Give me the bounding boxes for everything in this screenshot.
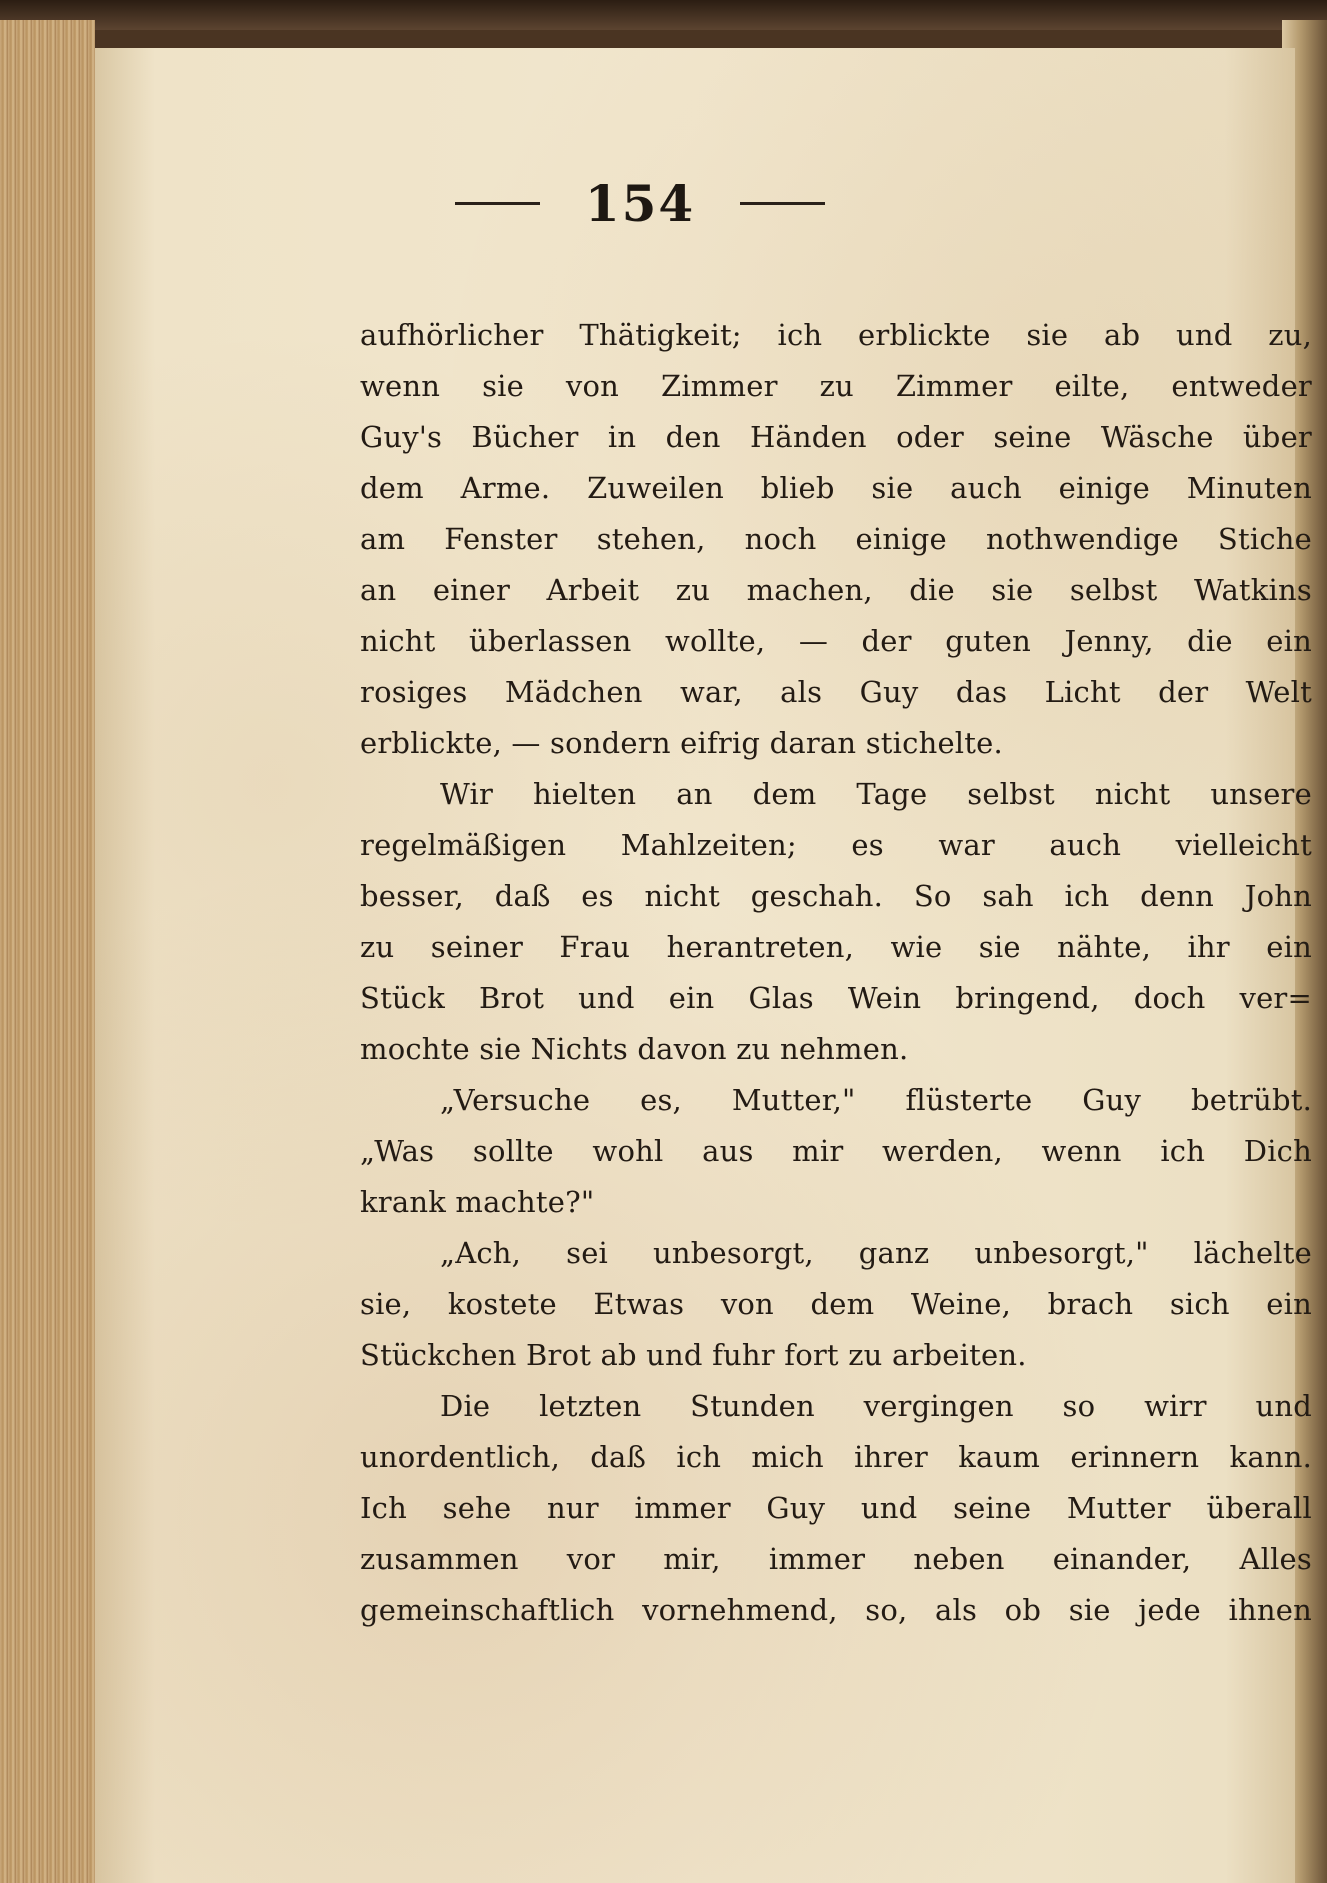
- book-top-edge: [0, 0, 1327, 30]
- text-line: Ich sehe nur immer Guy und seine Mutter überall: [360, 1491, 1312, 1525]
- page-number: 154: [584, 173, 696, 233]
- text-line: rosiges Mädchen war, als Guy das Licht der Welt: [360, 675, 1312, 709]
- header-rule-left: [455, 202, 540, 205]
- text-line: krank machte?": [360, 1185, 595, 1219]
- text-line: regelmäßigen Mahlzeiten; es war auch vielleicht: [360, 828, 1312, 862]
- text-line: zusammen vor mir, immer neben einander, Alles: [360, 1542, 1312, 1576]
- text-line: nicht überlassen wollte, — der guten Jenny, die ein: [360, 624, 1312, 658]
- body-text: [360, 310, 1312, 1636]
- text-line: „Ach, sei unbesorgt, ganz unbesorgt," lächelte: [440, 1236, 1312, 1270]
- text-line: am Fenster stehen, noch einige nothwendige Stiche: [360, 522, 1312, 556]
- text-line: sie, kostete Etwas von dem Weine, brach sich ein: [360, 1287, 1312, 1321]
- text-line: Stückchen Brot ab und fuhr fort zu arbeiten.: [360, 1338, 1027, 1372]
- text-line: besser, daß es nicht geschah. So sah ich denn John: [360, 879, 1312, 913]
- text-line: Stück Brot und ein Glas Wein bringend, doch ver=: [360, 981, 1312, 1015]
- text-line: gemeinschaftlich vornehmend, so, als ob sie jede ihnen: [360, 1593, 1312, 1627]
- text-line: Die letzten Stunden vergingen so wirr und: [440, 1389, 1312, 1423]
- header-rule-right: [740, 202, 825, 205]
- text-line: wenn sie von Zimmer zu Zimmer eilte, entweder: [360, 369, 1312, 403]
- text-line: unordentlich, daß ich mich ihrer kaum erinnern kann.: [360, 1440, 1312, 1474]
- text-line: an einer Arbeit zu machen, die sie selbst Watkins: [360, 573, 1312, 607]
- book-page-stack-left: [0, 20, 95, 1883]
- text-line: Wir hielten an dem Tage selbst nicht unsere: [440, 777, 1312, 811]
- text-line: „Was sollte wohl aus mir werden, wenn ich Dich: [360, 1134, 1312, 1168]
- text-line: „Versuche es, Mutter," flüsterte Guy betrübt.: [440, 1083, 1312, 1117]
- text-line: aufhörlicher Thätigkeit; ich erblickte sie ab und zu,: [360, 318, 1312, 352]
- text-line: dem Arme. Zuweilen blieb sie auch einige Minuten: [360, 471, 1312, 505]
- text-line: mochte sie Nichts davon zu nehmen.: [360, 1032, 909, 1066]
- text-line: zu seiner Frau herantreten, wie sie nähte, ihr ein: [360, 930, 1312, 964]
- text-line: erblickte, — sondern eifrig daran stichelte.: [360, 726, 1003, 760]
- page-header: [95, 168, 1185, 238]
- text-line: Guy's Bücher in den Händen oder seine Wäsche über: [360, 420, 1312, 454]
- book-page: [95, 48, 1312, 1883]
